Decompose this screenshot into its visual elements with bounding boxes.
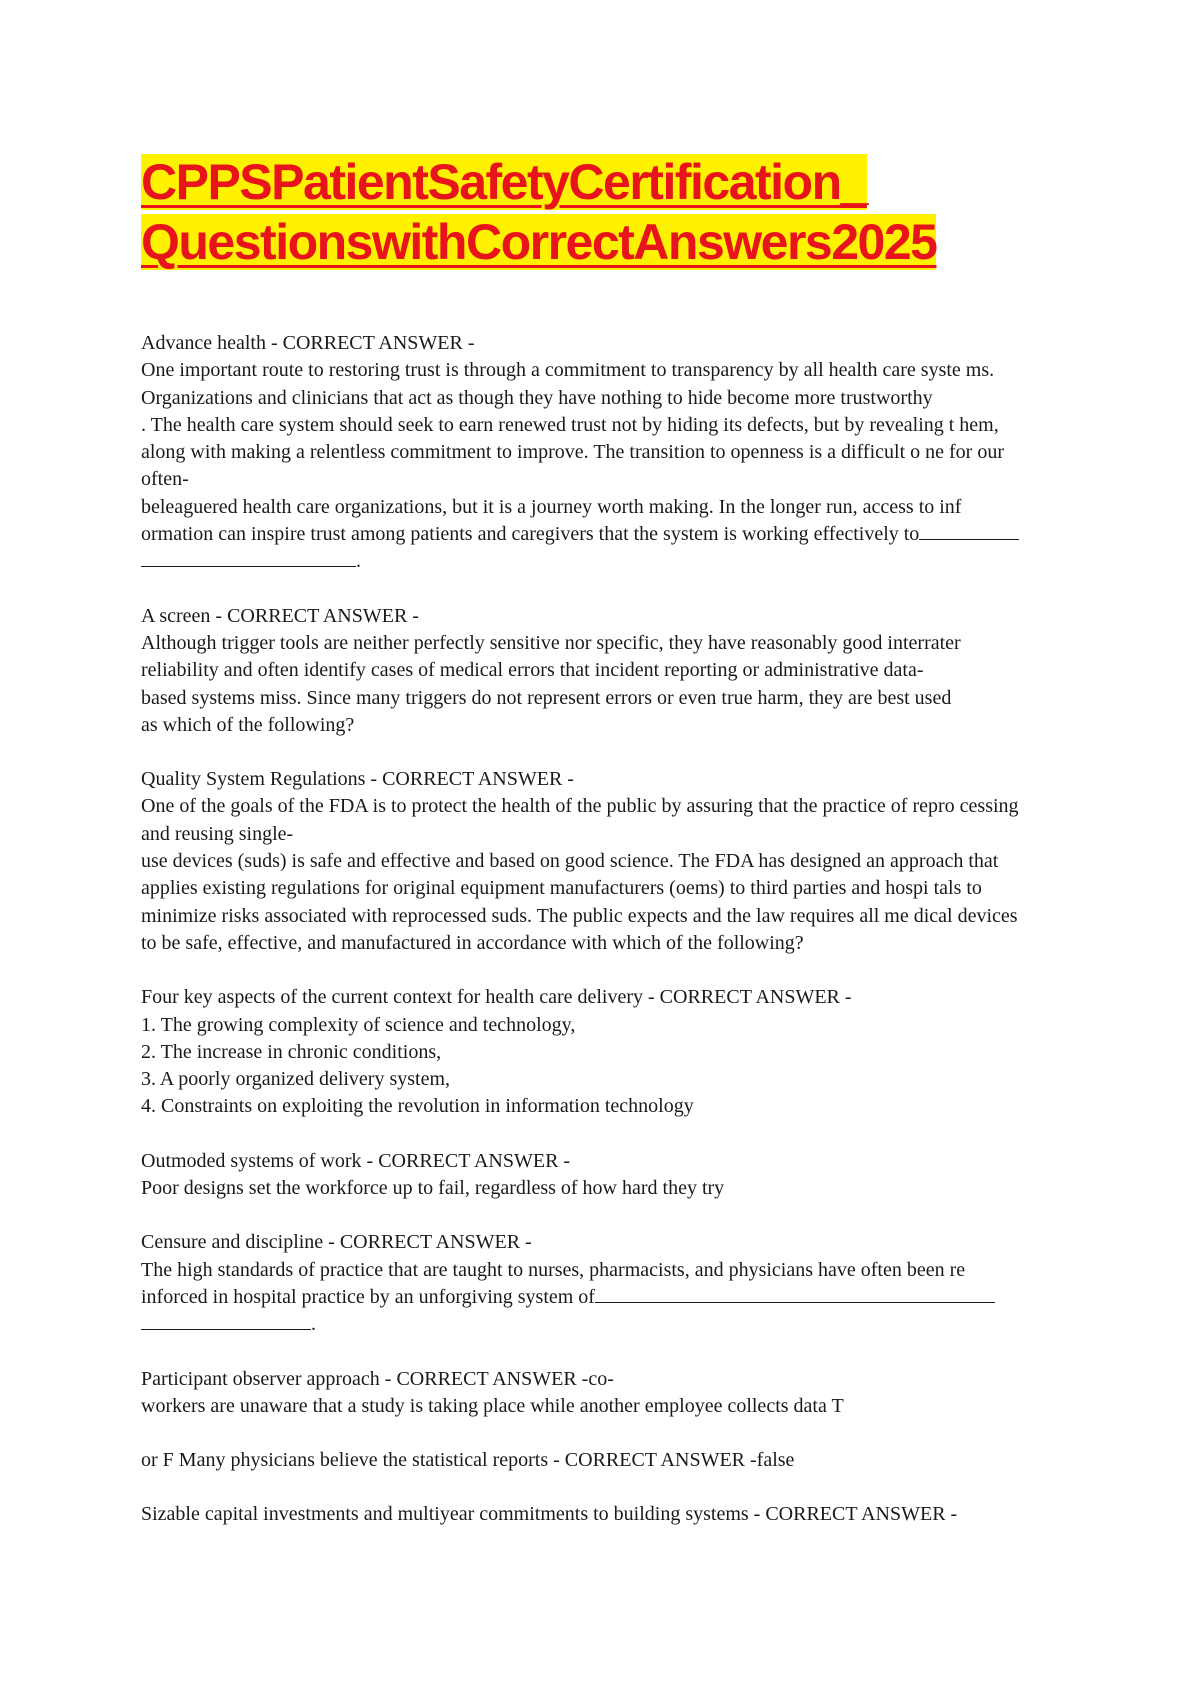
qa-item (141, 330, 1071, 576)
qa-item (141, 984, 1071, 1120)
answer-line: ormation can inspire trust among patients and caregivers that the system is working effectively to (141, 521, 1071, 548)
answer-line: applies existing regulations for original equipment manufacturers (oems) to third parties and hospi tals to (141, 877, 982, 900)
fill-in-blank (595, 1284, 995, 1303)
question-text: Four key aspects of the current context for health care delivery - CORRECT ANSWER - (141, 986, 852, 1009)
qa-item (141, 1366, 1071, 1421)
qa-item (141, 1447, 1071, 1474)
answer-text (141, 1012, 1071, 1121)
answer-line: use devices (suds) is safe and effective and based on good science. The FDA has designed an approach that (141, 850, 999, 873)
answer-line: Although trigger tools are neither perfectly sensitive nor specific, they have reasonably good interrater (141, 631, 961, 654)
question-text: Censure and discipline - CORRECT ANSWER - (141, 1231, 532, 1254)
answer-line: 2. The increase in chronic conditions, (141, 1040, 442, 1063)
answer-line: One of the goals of the FDA is to protect the health of the public by assuring that the practice of repro cessing (141, 795, 1019, 818)
answer-line (141, 1311, 1071, 1338)
fill-in-blank (141, 1311, 311, 1330)
answer-line: The high standards of practice that are taught to nurses, pharmacists, and physicians have often been re (141, 1258, 966, 1281)
question-text: Participant observer approach - CORRECT ANSWER -co- (141, 1367, 614, 1390)
document-title (141, 152, 936, 272)
fill-in-blank (141, 548, 356, 567)
blank-tail: . (356, 550, 361, 573)
question-text: Quality System Regulations - CORRECT ANSWER - (141, 768, 574, 791)
answer-line: 3. A poorly organized delivery system, (141, 1068, 451, 1091)
question-text: A screen - CORRECT ANSWER - (141, 604, 419, 627)
answer-line: and reusing single- (141, 822, 294, 845)
qa-item (141, 1148, 1071, 1203)
qa-item (141, 1501, 1071, 1528)
answer-line: One important route to restoring trust is through a commitment to transparency by all health care syste ms. (141, 359, 995, 382)
answer-line: reliability and often identify cases of medical errors that incident reporting or administrative data- (141, 659, 924, 682)
answer-line: to be safe, effective, and manufactured in accordance with which of the following? (141, 931, 804, 954)
answer-line: Poor designs set the workforce up to fail, regardless of how hard they try (141, 1177, 725, 1200)
title-line-2: QuestionswithCorrectAnswers2025 (141, 214, 937, 270)
answer-text (141, 1175, 1071, 1202)
answer-line: 4. Constraints on exploiting the revolution in information technology (141, 1095, 694, 1118)
answer-line: inforced in hospital practice by an unforgiving system of (141, 1284, 1071, 1311)
answer-line (141, 548, 1071, 575)
answer-line: beleaguered health care organizations, but it is a journey worth making. In the longer run, access to inf (141, 495, 962, 518)
qa-item (141, 766, 1071, 957)
question-text: or F Many physicians believe the statistical reports - CORRECT ANSWER -false (141, 1449, 795, 1472)
question-text: Advance health - CORRECT ANSWER - (141, 332, 475, 354)
answer-text (141, 1393, 1071, 1420)
answer-line: based systems miss. Since many triggers do not represent errors or even true harm, they are best used (141, 686, 952, 709)
answer-text (141, 1257, 1071, 1339)
answer-text (141, 357, 1071, 575)
blank-tail: . (311, 1313, 316, 1336)
answer-line: Organizations and clinicians that act as though they have nothing to hide become more trustworthy (141, 386, 933, 409)
answer-line: as which of the following? (141, 713, 355, 736)
answer-text (141, 630, 1071, 739)
title-line-1: CPPSPatientSafetyCertification_ (141, 154, 867, 210)
answer-text (141, 793, 1071, 957)
question-text: Sizable capital investments and multiyear commitments to building systems - CORRECT ANSWER - (141, 1503, 958, 1526)
qa-item (141, 603, 1071, 739)
fill-in-blank (919, 521, 1019, 540)
answer-line: . The health care system should seek to earn renewed trust not by hiding its defects, but by revealing t hem, (141, 413, 999, 436)
answer-line: minimize risks associated with reprocessed suds. The public expects and the law requires all me dical devices (141, 904, 1018, 927)
answer-line: workers are unaware that a study is taking place while another employee collects data T (141, 1394, 844, 1417)
answer-line: along with making a relentless commitment to improve. The transition to openness is a difficult o ne for our (141, 441, 1004, 464)
answer-line: 1. The growing complexity of science and technology, (141, 1013, 576, 1036)
question-text: Outmoded systems of work - CORRECT ANSWER - (141, 1149, 571, 1172)
qa-list (141, 330, 1071, 1556)
qa-item (141, 1229, 1071, 1338)
answer-line: often- (141, 468, 189, 491)
